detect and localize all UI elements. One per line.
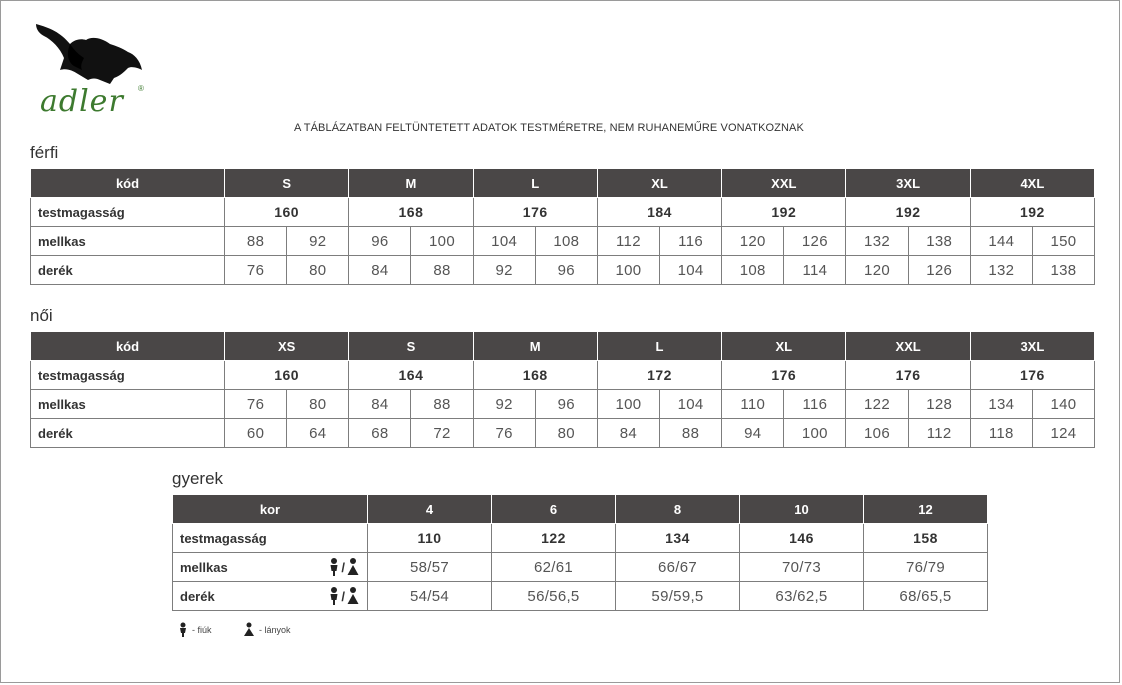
boy-icon [329,557,339,577]
measure-cell: 92 [473,390,535,419]
row-label: testmagasság [31,361,225,390]
table-row [31,361,1095,390]
legend-boys-label: - fiúk [192,625,212,635]
size-header: S [349,332,473,361]
table-row [173,582,988,611]
measure-cell: 100 [784,419,846,448]
height-cell: 168 [349,198,473,227]
height-cell: 134 [616,524,740,553]
row-label: mellkas [31,390,225,419]
measure-cell: 96 [535,256,597,285]
measure-cell: 64 [287,419,349,448]
age-header: 6 [492,495,616,524]
height-cell: 192 [846,198,970,227]
age-header: 10 [740,495,864,524]
age-header: 8 [616,495,740,524]
measure-cell: 60 [225,419,287,448]
section-title-women: női [30,306,53,325]
measure-cell: 88 [225,227,287,256]
measure-cell: 80 [535,419,597,448]
gender-separator: / [341,588,345,604]
registered-mark: ® [138,84,144,93]
measure-cell: 68/65,5 [864,582,988,611]
header-row [31,332,1095,361]
measure-cell: 108 [535,227,597,256]
measure-cell: 58/57 [368,553,492,582]
size-header: XXL [722,169,846,198]
height-cell: 176 [846,361,970,390]
table-row [31,419,1095,448]
men-size-table [30,168,1095,285]
girl-icon [347,586,359,606]
height-cell: 192 [970,198,1094,227]
measure-cell: 132 [846,227,908,256]
measure-cell: 76/79 [864,553,988,582]
measure-cell: 116 [784,390,846,419]
size-header: S [225,169,349,198]
size-header: 3XL [970,332,1094,361]
size-header: L [473,169,597,198]
row-label-wrap [180,586,367,606]
row-label-wrap [180,557,367,577]
measure-cell: 84 [349,256,411,285]
table-row [31,256,1095,285]
height-cell: 168 [473,361,597,390]
size-header: M [473,332,597,361]
measure-cell: 56/56,5 [492,582,616,611]
measure-cell: 110 [722,390,784,419]
row-label: testmagasság [31,198,225,227]
measure-cell: 134 [970,390,1032,419]
height-cell: 160 [225,198,349,227]
row-label [173,582,368,611]
table-row [173,553,988,582]
women-size-table [30,331,1095,448]
measure-cell: 92 [473,256,535,285]
legend-girls-label: - lányok [259,625,291,635]
table-row [31,227,1095,256]
section-title-men: férfi [30,143,59,162]
boy-icon [329,586,339,606]
size-header: XL [722,332,846,361]
header-row [31,169,1095,198]
measure-cell: 100 [597,256,659,285]
row-label: mellkas [31,227,225,256]
measure-cell: 62/61 [492,553,616,582]
measure-cell: 94 [722,419,784,448]
row-label [173,553,368,582]
kids-size-table [172,494,988,611]
size-header: 4XL [970,169,1094,198]
measure-cell: 144 [970,227,1032,256]
table-row [173,524,988,553]
measure-cell: 96 [535,390,597,419]
age-header: 4 [368,495,492,524]
girl-icon [347,557,359,577]
row-label-text: derék [180,588,215,604]
size-header: XS [225,332,349,361]
height-cell: 192 [722,198,846,227]
measure-cell: 66/67 [616,553,740,582]
legend-girls [243,622,291,638]
measure-cell: 68 [349,419,411,448]
measure-cell: 120 [722,227,784,256]
measure-cell: 92 [287,227,349,256]
size-header: XXL [846,332,970,361]
height-cell: 164 [349,361,473,390]
measure-cell: 122 [846,390,908,419]
table-row [31,390,1095,419]
measure-cell: 84 [597,419,659,448]
measure-cell: 108 [722,256,784,285]
measure-cell: 114 [784,256,846,285]
header-label: kód [31,169,225,198]
legend-boys [178,622,212,638]
adler-logo [30,18,155,118]
measure-cell: 88 [411,256,473,285]
header-row [173,495,988,524]
size-header: M [349,169,473,198]
section-title-kids: gyerek [172,469,224,488]
row-label: derék [31,256,225,285]
notice-text: A TÁBLÁZATBAN FELTÜNTETETT ADATOK TESTMÉRETRE, NEM RUHANEMŰRE VONATKOZNAK [294,122,804,134]
measure-cell: 132 [970,256,1032,285]
girl-icon [243,622,255,638]
measure-cell: 116 [660,227,722,256]
height-cell: 158 [864,524,988,553]
size-header: XL [597,169,721,198]
measure-cell: 72 [411,419,473,448]
measure-cell: 140 [1032,390,1094,419]
measure-cell: 76 [473,419,535,448]
brand-name: adler [40,84,124,119]
measure-cell: 104 [660,390,722,419]
gender-icons [329,586,359,606]
measure-cell: 124 [1032,419,1094,448]
gender-separator: / [341,559,345,575]
measure-cell: 120 [846,256,908,285]
measure-cell: 138 [1032,256,1094,285]
size-header: L [597,332,721,361]
row-label-text: mellkas [180,559,228,575]
measure-cell: 112 [597,227,659,256]
measure-cell: 80 [287,256,349,285]
measure-cell: 104 [473,227,535,256]
measure-cell: 88 [411,390,473,419]
boy-icon [178,622,188,638]
height-cell: 122 [492,524,616,553]
measure-cell: 96 [349,227,411,256]
measure-cell: 126 [908,256,970,285]
measure-cell: 59/59,5 [616,582,740,611]
measure-cell: 150 [1032,227,1094,256]
measure-cell: 118 [970,419,1032,448]
header-label: kor [173,495,368,524]
height-cell: 146 [740,524,864,553]
height-cell: 184 [597,198,721,227]
measure-cell: 138 [908,227,970,256]
measure-cell: 104 [660,256,722,285]
measure-cell: 63/62,5 [740,582,864,611]
measure-cell: 80 [287,390,349,419]
age-header: 12 [864,495,988,524]
measure-cell: 88 [660,419,722,448]
measure-cell: 100 [411,227,473,256]
measure-cell: 70/73 [740,553,864,582]
measure-cell: 100 [597,390,659,419]
height-cell: 176 [722,361,846,390]
gender-icons [329,557,359,577]
measure-cell: 76 [225,256,287,285]
measure-cell: 126 [784,227,846,256]
measure-cell: 128 [908,390,970,419]
measure-cell: 84 [349,390,411,419]
measure-cell: 76 [225,390,287,419]
measure-cell: 54/54 [368,582,492,611]
height-cell: 160 [225,361,349,390]
measure-cell: 106 [846,419,908,448]
row-label: derék [31,419,225,448]
height-cell: 110 [368,524,492,553]
size-header: 3XL [846,169,970,198]
height-cell: 176 [970,361,1094,390]
row-label: testmagasság [173,524,368,553]
header-label: kód [31,332,225,361]
height-cell: 172 [597,361,721,390]
table-row [31,198,1095,227]
measure-cell: 112 [908,419,970,448]
height-cell: 176 [473,198,597,227]
